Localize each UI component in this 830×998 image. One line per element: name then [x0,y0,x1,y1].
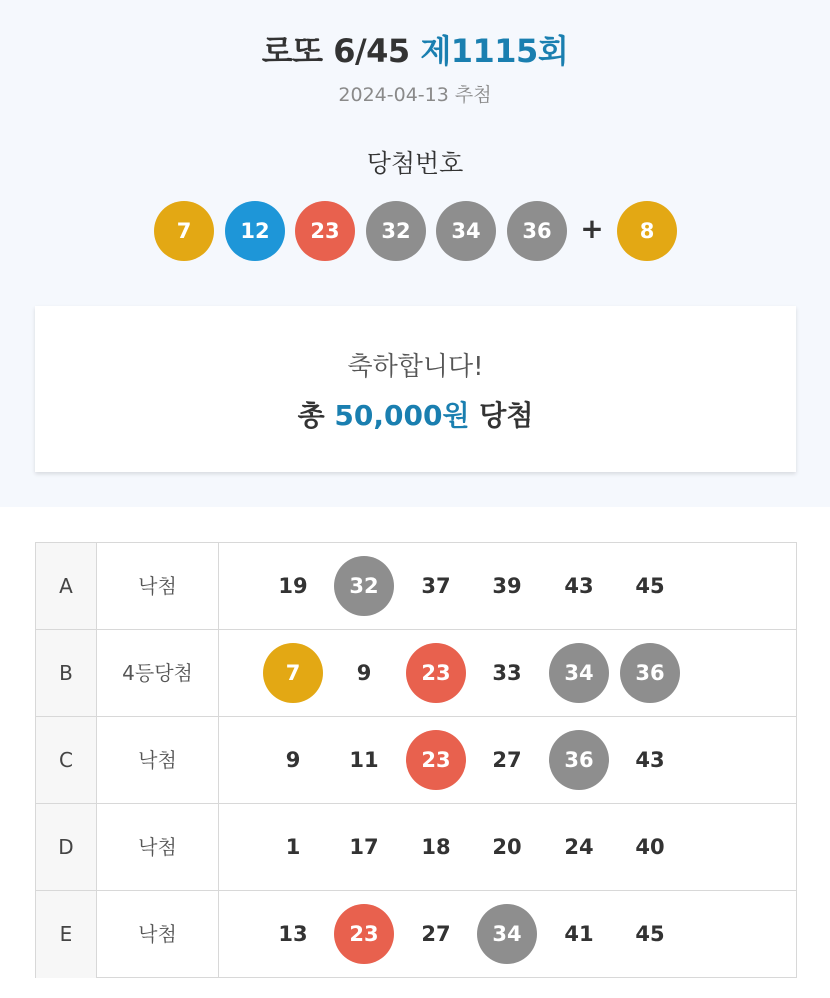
game-letter: B [36,630,97,716]
matched-number-ball: 23 [406,643,466,703]
matched-number-ball: 34 [549,643,609,703]
game-number: 11 [349,748,379,772]
game-number: 45 [635,922,665,946]
matched-number-ball: 7 [263,643,323,703]
game-number: 13 [278,922,308,946]
game-number: 40 [635,835,665,859]
game-result: 낙첨 [97,891,219,978]
game-result: 낙첨 [97,543,219,629]
game-letter: C [36,717,97,803]
matched-number-ball: 36 [549,730,609,790]
game-number: 9 [356,661,372,685]
total-prefix: 총 [297,399,325,432]
matched-number-ball: 36 [620,643,680,703]
game-number: 45 [635,574,665,598]
game-number: 9 [285,748,301,772]
winning-ball: 36 [507,201,567,261]
page-title [0,26,830,72]
matched-number-ball: 23 [406,730,466,790]
game-number: 18 [421,835,451,859]
prize-summary-card [35,306,796,472]
congrats-message: 축하합니다! [347,352,484,382]
game-result: 낙첨 [97,804,219,890]
game-results-table [35,542,797,978]
draw-date: 2024-04-13 추첨 [338,84,492,106]
game-letter: D [36,804,97,890]
game-number: 43 [564,574,594,598]
game-number: 17 [349,835,379,859]
game-letter: A [36,543,97,629]
winning-ball: 7 [154,201,214,261]
game-row [36,717,796,804]
matched-number-ball: 32 [334,556,394,616]
game-number: 27 [492,748,522,772]
game-number: 27 [421,922,451,946]
game-number: 43 [635,748,665,772]
bonus-ball: 8 [617,201,677,261]
game-row [36,804,796,891]
game-row [36,630,796,717]
game-result: 낙첨 [97,717,219,803]
winning-numbers-label: 당첨번호 [366,149,464,178]
game-number: 20 [492,835,522,859]
game-number: 19 [278,574,308,598]
game-number: 33 [492,661,522,685]
lotto-name: 로또 6/45 [261,32,410,70]
game-result: 4등당첨 [97,630,219,716]
game-number: 1 [285,835,301,859]
matched-number-ball: 34 [477,904,537,964]
winning-ball: 12 [225,201,285,261]
total-suffix: 당첨 [479,399,534,432]
bonus-plus-sign: + [580,212,604,245]
total-prize [35,394,796,434]
game-number: 39 [492,574,522,598]
game-letter: E [36,891,97,978]
matched-number-ball: 23 [334,904,394,964]
winning-ball: 34 [436,201,496,261]
prize-amount: 50,000원 [334,399,470,432]
round-number: 제1115회 [420,32,569,70]
game-number: 37 [421,574,451,598]
game-number: 24 [564,835,594,859]
game-row [36,891,796,978]
winning-ball: 32 [366,201,426,261]
game-number: 41 [564,922,594,946]
game-row [36,543,796,630]
winning-ball: 23 [295,201,355,261]
